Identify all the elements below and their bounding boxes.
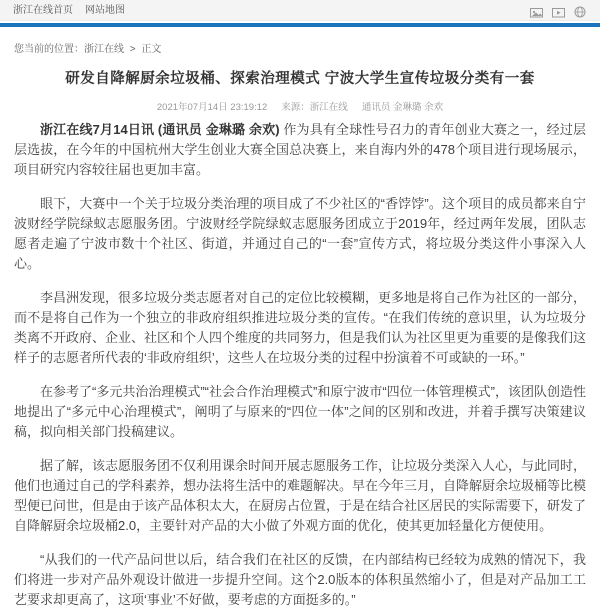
article-meta	[14, 99, 586, 113]
sitemap-link[interactable]: 网站地图	[85, 4, 125, 16]
source-name: 浙江在线	[309, 102, 348, 113]
article-paragraph	[14, 550, 586, 610]
article-paragraph	[14, 194, 586, 274]
article-paragraph	[14, 382, 586, 442]
breadcrumb-current: 正文	[141, 44, 162, 55]
page-title: 研发自降解厨余垃圾桶、探索治理模式 宁波大学生宣传垃圾分类有一套	[65, 71, 535, 87]
publish-datetime: 2021年07月14日 23:19:12	[156, 102, 268, 113]
home-link[interactable]: 浙江在线首页	[13, 4, 73, 16]
authors: 通讯员 金琳璐 余欢	[361, 102, 444, 113]
breadcrumb-label: 您当前的位置：	[14, 44, 84, 55]
paragraph-text: 眼下，大赛中一个关于垃圾分类治理的项目成了不少社区的“香饽饽”。这个项目的成员都来自宁波财经学院绿蚁志愿服务团。宁波财经学院绿蚁志愿服务团成立于2019年，经过两年发展，团队志愿者走遍了宁波市数十个社区、街道，并通过自己的“一套”宣传方式，将垃圾分类这件小事深入人心。	[14, 196, 586, 271]
topbar-links	[13, 0, 125, 21]
paragraph-text: 在参考了“多元共治治理模式”“社会合作治理模式”和原宁波市“四位一体管理模式”，该团队创造性地提出了“多元中心治理模式”，阐明了与原来的“四位一体”之间的区别和改进，并着手撰写决策建议稿，拟向相关部门投稿建议。	[14, 384, 586, 439]
breadcrumb-separator: >	[129, 44, 136, 55]
topbar-icons	[530, 5, 587, 16]
paragraph-text: 据了解，该志愿服务团不仅利用课余时间开展志愿服务工作，让垃圾分类深入人心，与此同时，他们也通过自己的学科素养，想办法将生活中的难题解决。早在今年三月，自降解厨余垃圾桶等比模型便已问世，但是由于该产品体积太大，在厨房占位置，于是在结合社区居民的实际需要下，研发了自降解厨余垃圾桶2.0，主要针对产品的大小做了外观方面的优化，使其更加轻量化方便使用。	[14, 458, 587, 533]
source-label: 来源：	[281, 102, 310, 113]
video-icon[interactable]	[552, 5, 565, 16]
paragraph-text: 作为具有全球性号召力的青年创业大赛之一，经过层层选拔，在今年的中国杭州大学生创业大赛全国总决赛上，来自海内外的478个项目进行现场展示，项目研究内容较往届也更加丰富。	[14, 122, 586, 177]
globe-icon[interactable]	[574, 5, 587, 16]
paragraph-lead: 浙江在线7月14日讯 (通讯员 金琳璐 余欢)	[40, 122, 284, 137]
breadcrumb-site-link[interactable]: 浙江在线	[84, 44, 124, 55]
article-paragraph	[14, 120, 586, 180]
paragraph-text: “从我们的一代产品问世以后，结合我们在社区的反馈，在内部结构已经较为成熟的情况下，我们将进一步对产品外观设计做进一步提升空间。这个2.0版本的体积虽然缩小了，但是对产品加工工艺要求却更高了，这项‘事业’不好做，要考虑的方面挺多的。”	[14, 552, 586, 607]
top-nav-bar	[0, 0, 600, 21]
article-body	[0, 69, 600, 610]
article-paragraph	[14, 456, 586, 536]
article-paragraph	[14, 288, 586, 368]
breadcrumb	[0, 27, 600, 55]
paragraph-text: 李昌洲发现，很多垃圾分类志愿者对自己的定位比较模糊，更多地是将自己作为社区的一部分，而不是将自己作为一个独立的非政府组织推进垃圾分类的宣传。“在我们传统的意识里，认为垃圾分类离不开政府、企业、社区和个人四个维度的共同努力，但是我们认为社区里更为重要的是像我们这样子的志愿者所代表的‘非政府组织’，这些人在垃圾分类的过程中扮演着不可或缺的一环。”	[14, 290, 587, 365]
photo-icon[interactable]	[530, 5, 543, 16]
